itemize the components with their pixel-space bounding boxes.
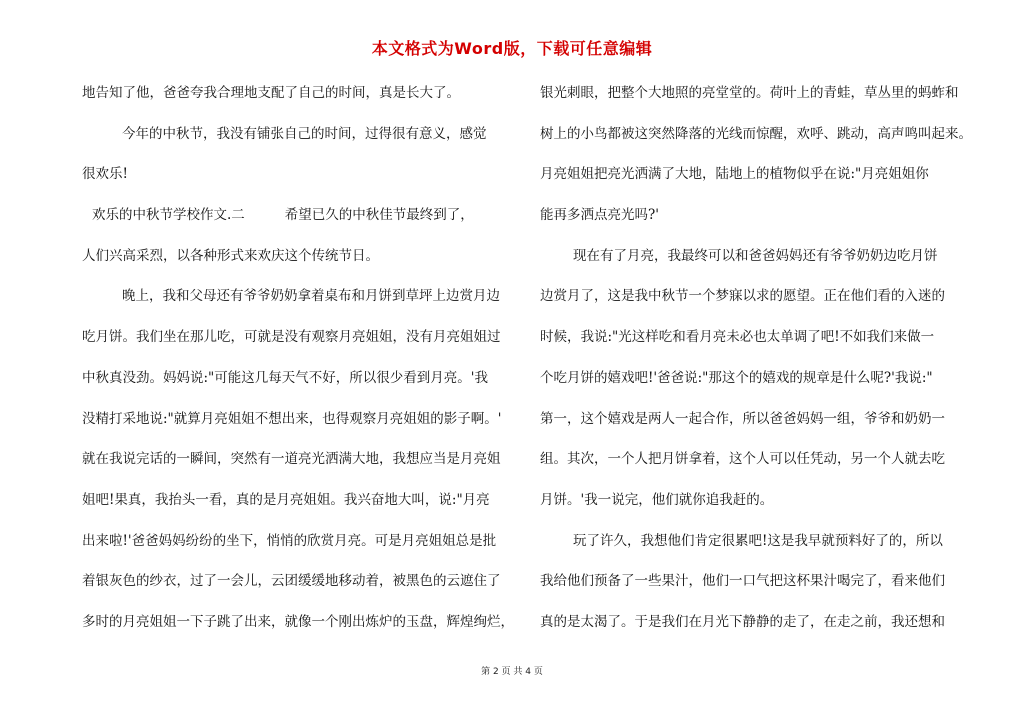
text-line: 着银灰色的纱衣，过了一会儿，云团缓缓地移动着，被黑色的云遮住了 [82, 573, 501, 590]
text-line: 组。其次，一个人把月饼拿着，这个人可以任凭动，另一个人就去吃 [540, 451, 945, 468]
text-line: 很欢乐! [82, 166, 128, 183]
text-line: 月饼。'我一说完，他们就你追我赶的。 [540, 491, 774, 508]
text-line: 今年的中秋节，我没有铺张自己的时间，过得很有意义，感觉 [122, 125, 487, 142]
text-line: 没精打采地说:"就算月亮姐姐不想出来，也得观察月亮姐姐的影子啊。' [82, 410, 502, 427]
text-line: 时候，我说:"光这样吃和看月亮未必也太单调了吧!不如我们来做一 [540, 329, 935, 346]
text-line: 中秋真没劲。妈妈说:"可能这几每天气不好，所以很少看到月亮。'我 [82, 369, 488, 386]
page-number: 第 2 页 共 4 页 [481, 667, 543, 677]
text-line: 出来啦!'爸爸妈妈纷纷的坐下，悄悄的欣赏月亮。可是月亮姐姐总是批 [82, 532, 497, 549]
text-line: 第一，这个嬉戏是两人一起合作，所以爸爸妈妈一组，爷爷和奶奶一 [540, 410, 945, 427]
text-line: 玩了许久，我想他们肯定很累吧!这是我早就预料好了的，所以 [573, 532, 943, 549]
text-line: 月亮姐姐把亮光洒满了大地，陆地上的植物似乎在说:"月亮姐姐你 [540, 166, 929, 183]
right-text-column [540, 82, 980, 652]
text-line: 银光刺眼，把整个大地照的亮堂堂的。荷叶上的青蛙，草丛里的蚂蚱和 [540, 85, 959, 101]
text-line: 晚上，我和父母还有爷爷奶奶拿着桌布和月饼到草坪上边赏月边 [122, 288, 500, 305]
text-line: 姐吧!果真，我抬头一看，真的是月亮姐姐。我兴奋地大叫，说:"月亮 [82, 491, 490, 508]
text-line: 个吃月饼的嬉戏吧!'爸爸说:"那这个的嬉戏的规章是什么呢?'我说:" [540, 369, 933, 386]
text-line [82, 204, 522, 245]
text-line: 人们兴高采烈，以各种形式来欢庆这个传统节日。 [82, 247, 379, 264]
document-header: 本文格式为Word版，下载可任意编辑 [371, 39, 653, 58]
text-line: 就在我说完话的一瞬间，突然有一道亮光洒满大地，我想应当是月亮姐 [82, 451, 501, 468]
text-line: 能再多洒点亮光吗?' [540, 207, 659, 224]
text-line: 真的是太渴了。于是我们在月光下静静的走了，在走之前，我还想和 [540, 613, 945, 630]
text-line: 多时的月亮姐姐一下子跳了出来，就像一个刚出炼炉的玉盘，辉煌绚烂， [82, 613, 514, 630]
text-fragment: 希望已久的中秋佳节最终到了， [284, 207, 474, 224]
text-line: 地告知了他，爸爸夸我合理地支配了自己的时间，真是长大了。 [82, 85, 460, 101]
text-line: 边赏月了，这是我中秋节一个梦寐以求的愿望。正在他们看的入迷的 [540, 288, 945, 305]
text-line: 我给他们预备了一些果汁，他们一口气把这杯果汁喝完了，看来他们 [540, 573, 945, 590]
text-line: 树上的小鸟都被这突然降落的光线而惊醒，欢呼、跳动，高声鸣叫起来。 [540, 125, 972, 142]
text-line: 现在有了月亮，我最终可以和爸爸妈妈还有爷爷奶奶边吃月饼 [573, 247, 938, 264]
left-text-column [82, 82, 522, 652]
article-subtitle: 欢乐的中秋节学校作文.二 [92, 207, 245, 224]
text-line: 吃月饼。我们坐在那儿吃，可就是没有观察月亮姐姐，没有月亮姐姐过 [82, 329, 501, 346]
